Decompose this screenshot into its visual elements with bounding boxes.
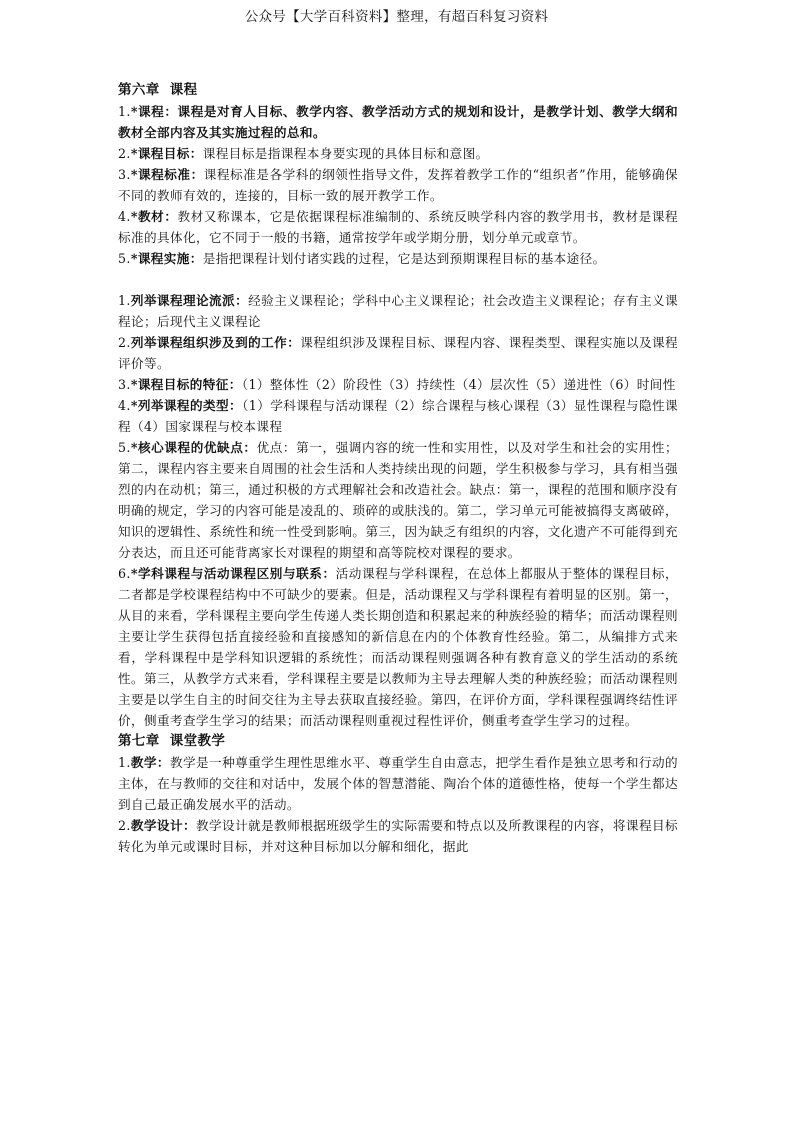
page-header: 公众号【大学百科资料】整理，有超百科复习资料	[244, 9, 549, 25]
chapter-title: 课堂教学	[169, 733, 226, 749]
question-term: *列举课程的类型：	[130, 398, 243, 413]
section-gap	[118, 269, 678, 290]
answer-text: 经验主义课程论；学科中心主义课程论；社会改造主义课程论；存有主义课程论；后现代主义课程论	[118, 293, 679, 329]
answer-text: 课程组织涉及课程目标、课程内容、课程类型、课程实施以及课程评价等。	[118, 335, 679, 371]
definition-item: 3.*课程标准：课程标准是各学科的纲领性指导文件，发挥着教学工作的“组织者”作用，能够确保不同的教师有效的，连接的，目标一致的展开教学工作。	[118, 167, 678, 203]
question-item: 4.*列举课程的类型：（1）学科课程与活动课程（2）综合课程与核心课程（3）显性课程与隐性课程（4）国家课程与校本课程	[118, 398, 678, 434]
question-term: *核心课程的优缺点：	[130, 440, 257, 455]
question-item: 5.*核心课程的优缺点：优点：第一，强调内容的统一性和实用性，以及对学生和社会的实用性；第二，课程内容主要来自周围的社会生活和人类持续出现的问题，学生积极参与学习，具有相当强烈的内在动机；第三，通过积极的方式理解社会和改造社会。缺点：第一，课程的范围和顺序没有明确的规定，学习的内容可能是凌乱的、琐碎的或肤浅的。第二，学习单元可能被搞得支离破碎，知识的逻辑性、系统性和统一性受到影响。第三，因为缺乏有组织的内容，文化遗产不可能得到充分表达，而且还可能背离家长对课程的期望和高等院校对课程的要求。	[118, 440, 678, 560]
definition-item: 4.*教材：教材又称课本，它是依据课程标准编制的、系统反映学科内容的教学用书，教材是课程标准的具体化，它不同于一般的书籍，通常按学年或学期分册，划分单元或章节。	[118, 209, 679, 245]
question-term: 列举课程组织涉及到的工作：	[130, 335, 301, 350]
answer-text: 优点：第一，强调内容的统一性和实用性，以及对学生和社会的实用性；第二，课程内容主要来自周围的社会生活和人类持续出现的问题，学生积极参与学习，具有相当强烈的内在动机；第三，通过积极的方式理解社会和改造社会。缺点：第一，课程的范围和顺序没有明确的规定，学习的内容可能是凌乱的、琐碎的或肤浅的。第二，学习单元可能被搞得支离破碎，知识的逻辑性、系统性和统一性受到影响。第三，因为缺乏有组织的内容，文化遗产不可能得到充分表达，而且还可能背离家长对课程的期望和高等院校对课程的要求。	[118, 440, 678, 560]
answer-text: 活动课程与学科课程，在总体上都服从于整体的课程目标，二者都是学校课程结构中不可缺少的要素。但是，活动课程又与学科课程有着明显的区别。第一，从目的来看，学科课程主要向学生传递人类长期创造和积累起来的种族经验的精华；而活动课程则主要让学生获得包括直接经验和直接感知的新信息在内的个体教育性经验。第二，从编排方式来看，学科课程中是学科知识逻辑的系统性；而活动课程则强调各种有教育意义的学生活动的系统性。第三，从教学方式来看，学科课程主要是以教师为主导去理解人类的种族经验；而活动课程则主要是以学生自主的时间交往为主导去获取直接经验。第四，在评价方面，学科课程强调终结性评价，侧重考查学生学习的结果；而活动课程则重视过程性评价，侧重考查学生学习的过程。	[118, 566, 678, 728]
answer-text: （1）学科课程与活动课程（2）综合课程与核心课程（3）显性课程与隐性课程（4）国家课程与校本课程	[118, 398, 678, 434]
definition-item: 5.*课程实施：是指把课程计划付诸实践的过程，它是达到预期课程目标的基本途径。	[118, 251, 606, 266]
chapter-number: 第七章	[118, 733, 160, 749]
chapter-6-heading	[118, 80, 678, 101]
question-term: *学科课程与活动课程区别与联系：	[130, 566, 336, 581]
chapter-number: 第六章	[118, 82, 160, 98]
definition-term: *课程实施：	[130, 251, 203, 266]
question-item: 2.列举课程组织涉及到的工作：课程组织涉及课程目标、课程内容、课程类型、课程实施以及课程评价等。	[118, 335, 679, 371]
definition-text: 教学是一种尊重学生理性思维水平、尊重学生自由意志，把学生看作是独立思考和行动的主体，在与教师的交往和对话中，发展个体的智慧潜能、陶冶个体的道德性格，使每一个学生都达到自己最正确发展水平的活动。	[118, 755, 678, 812]
definition-text: 是指把课程计划付诸实践的过程，它是达到预期课程目标的基本途径。	[202, 251, 606, 266]
definition-term: 教学设计：	[130, 818, 196, 833]
question-item: 1.列举课程理论流派：经验主义课程论；学科中心主义课程论；社会改造主义课程论；存有主义课程论；后现代主义课程论	[118, 293, 679, 329]
definition-term: *课程：	[130, 104, 178, 119]
definition-text: 教学设计就是教师根据班级学生的实际需要和特点以及所教课程的内容，将课程目标转化为单元或课时目标，并对这种目标加以分解和细化，据此	[118, 818, 678, 854]
question-item: 6.*学科课程与活动课程区别与联系：活动课程与学科课程，在总体上都服从于整体的课程目标，二者都是学校课程结构中不可缺少的要素。但是，活动课程又与学科课程有着明显的区别。第一，从目的来看，学科课程主要向学生传递人类长期创造和积累起来的种族经验的精华；而活动课程则主要让学生获得包括直接经验和直接感知的新信息在内的个体教育性经验。第二，从编排方式来看，学科课程中是学科知识逻辑的系统性；而活动课程则强调各种有教育意义的学生活动的系统性。第三，从教学方式来看，学科课程主要是以教师为主导去理解人类的种族经验；而活动课程则主要是以学生自主的时间交往为主导去获取直接经验。第四，在评价方面，学科课程强调终结性评价，侧重考查学生学习的结果；而活动课程则重视过程性评价，侧重考查学生学习的过程。	[118, 566, 678, 728]
chapter-7-heading	[118, 731, 678, 752]
question-term: 列举课程理论流派：	[130, 293, 249, 308]
question-term: *课程目标的特征：	[130, 377, 242, 392]
answer-text: （1）整体性（2）阶段性（3）持续性（4）层次性（5）递进性（6）时间性	[241, 377, 676, 392]
definition-term: *教材：	[130, 209, 178, 224]
definition-item: 2.*课程目标：课程目标是指课程本身要实现的具体目标和意图。	[118, 146, 489, 161]
definition-term: *课程目标：	[130, 146, 203, 161]
definition-item: 1.*课程：课程是对育人目标、教学内容、教学活动方式的规划和设计，是教学计划、教学大纲和教材全部内容及其实施过程的总和。	[118, 104, 679, 140]
definition-text: 课程目标是指课程本身要实现的具体目标和意图。	[202, 146, 489, 161]
definition-item: 2.教学设计：教学设计就是教师根据班级学生的实际需要和特点以及所教课程的内容，将课程目标转化为单元或课时目标，并对这种目标加以分解和细化，据此	[118, 818, 678, 854]
definition-term: *课程标准：	[130, 167, 204, 182]
document-body	[118, 80, 678, 857]
definition-item: 1.教学：教学是一种尊重学生理性思维水平、尊重学生自由意志，把学生看作是独立思考和行动的主体，在与教师的交往和对话中，发展个体的智慧潜能、陶冶个体的道德性格，使每一个学生都达到自己最正确发展水平的活动。	[118, 755, 678, 812]
chapter-title: 课程	[169, 82, 198, 98]
definition-text: 课程标准是各学科的纲领性指导文件，发挥着教学工作的“组织者”作用，能够确保不同的教师有效的，连接的，目标一致的展开教学工作。	[118, 167, 678, 203]
definition-text: 教材又称课本，它是依据课程标准编制的、系统反映学科内容的教学用书，教材是课程标准的具体化，它不同于一般的书籍，通常按学年或学期分册，划分单元或章节。	[118, 209, 679, 245]
question-item: 3.*课程目标的特征：（1）整体性（2）阶段性（3）持续性（4）层次性（5）递进性（6）时间性	[118, 377, 676, 392]
definition-text: 课程是对育人目标、教学内容、教学活动方式的规划和设计，是教学计划、教学大纲和教材全部内容及其实施过程的总和。	[118, 104, 679, 140]
definition-term: 教学：	[130, 755, 170, 770]
